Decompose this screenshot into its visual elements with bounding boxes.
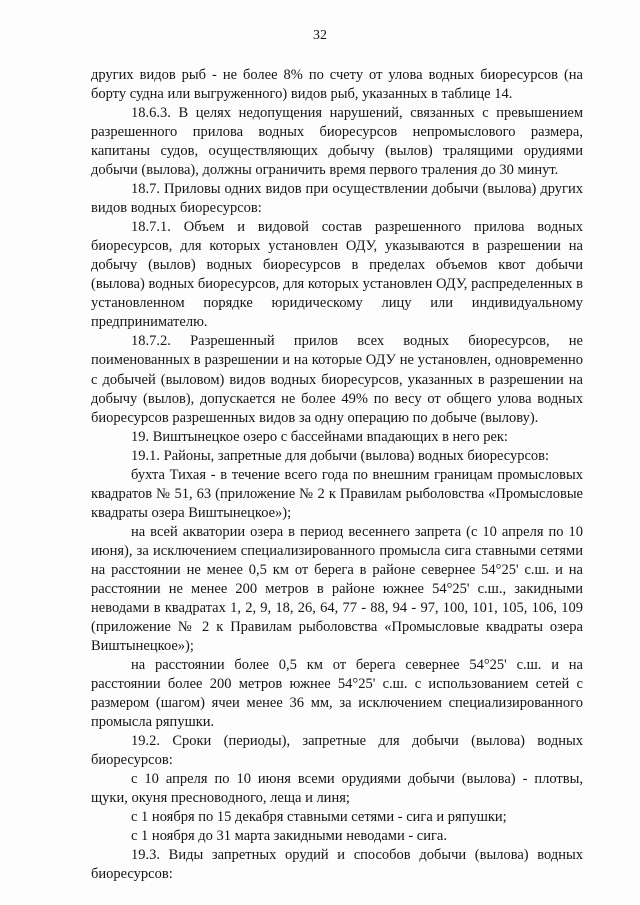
paragraph: 18.7.2. Разрешенный прилов всех водных биоресурсов, не поименованных в разрешении и на которые ОДУ не установлен, одновременно с добычей (выловом) видов водных биоресурсов, указанных в разрешении на добычу (вылов), допускается не более 49% по весу от общего улова водных биоресурсов разрешенных видов за одну операцию по добыче (вылову). <box>91 333 583 426</box>
page-number: 32 <box>313 28 327 43</box>
paragraph: 19. Виштынецкое озеро с бассейнами впадающих в него рек: <box>131 428 508 445</box>
paragraph: других видов рыб - не более 8% по счету от улова водных биоресурсов (на борту судна или выгруженного) видов рыб, указанных в таблице 14. <box>91 67 583 103</box>
paragraph: с 1 ноября до 31 марта закидными неводами - сига. <box>131 828 447 845</box>
document-body <box>91 66 583 884</box>
paragraph: 18.6.3. В целях недопущения нарушений, связанных с превышением разрешенного прилова водных биоресурсов непромыслового размера, капитаны судов, осуществляющих добычу (вылов) тралящими орудиями добычи (вылова), должны ограничить время первого траления до 30 минут. <box>91 105 583 179</box>
paragraph: бухта Тихая - в течение всего года по внешним границам промысловых квадратов № 51, 63 (приложение № 2 к Правилам рыболовства «Промысловые квадраты озера Виштынецкое»); <box>91 466 583 521</box>
paragraph: с 1 ноября по 15 декабря ставными сетями - сига и ряпушки; <box>131 809 507 826</box>
paragraph: 19.3. Виды запретных орудий и способов добычи (вылова) водных биоресурсов: <box>91 847 583 883</box>
paragraph: 19.1. Районы, запретные для добычи (вылова) водных биоресурсов: <box>131 447 550 464</box>
paragraph: 19.2. Сроки (периоды), запретные для добычи (вылова) водных биоресурсов: <box>91 733 583 769</box>
paragraph: на расстоянии более 0,5 км от берега севернее 54°25' с.ш. и на расстоянии более 200 метров южнее 54°25' с.ш. с использованием сетей с размером (шагом) ячеи менее 36 мм, за исключением специализированного промысла ряпушки. <box>91 656 583 731</box>
paragraph: 18.7. Приловы одних видов при осуществлении добычи (вылова) других видов водных биоресурсов: <box>91 181 583 217</box>
paragraph: с 10 апреля по 10 июня всеми орудиями добычи (вылова) - плотвы, щуки, окуня пресноводного, леща и линя; <box>91 771 583 807</box>
paragraph: 18.7.1. Объем и видовой состав разрешенного прилова водных биоресурсов, для которых установлен ОДУ, указываются в разрешении на добычу (вылов) водных биоресурсов в пределах объемов квот добычи (вылова) водных биоресурсов, для которых установлен ОДУ, распределенных в установленном порядке юридическому лицу или индивидуальному предпринимателю. <box>91 219 583 331</box>
paragraph: на всей акватории озера в период весеннего запрета (с 10 апреля по 10 июня), за исключением специализированного промысла сига ставными сетями на расстоянии не менее 0,5 км от берега в районе севернее 54°25' с.ш. и на расстоянии не менее 200 метров в районе южнее 54°25' с.ш., закидными неводами в квадратах 1, 2, 9, 18, 26, 64, 77 - 88, 94 - 97, 100, 101, 105, 106, 109 (приложение № 2 к Правилам рыболовства «Промысловые квадраты озера Виштынецкое»); <box>91 523 583 654</box>
